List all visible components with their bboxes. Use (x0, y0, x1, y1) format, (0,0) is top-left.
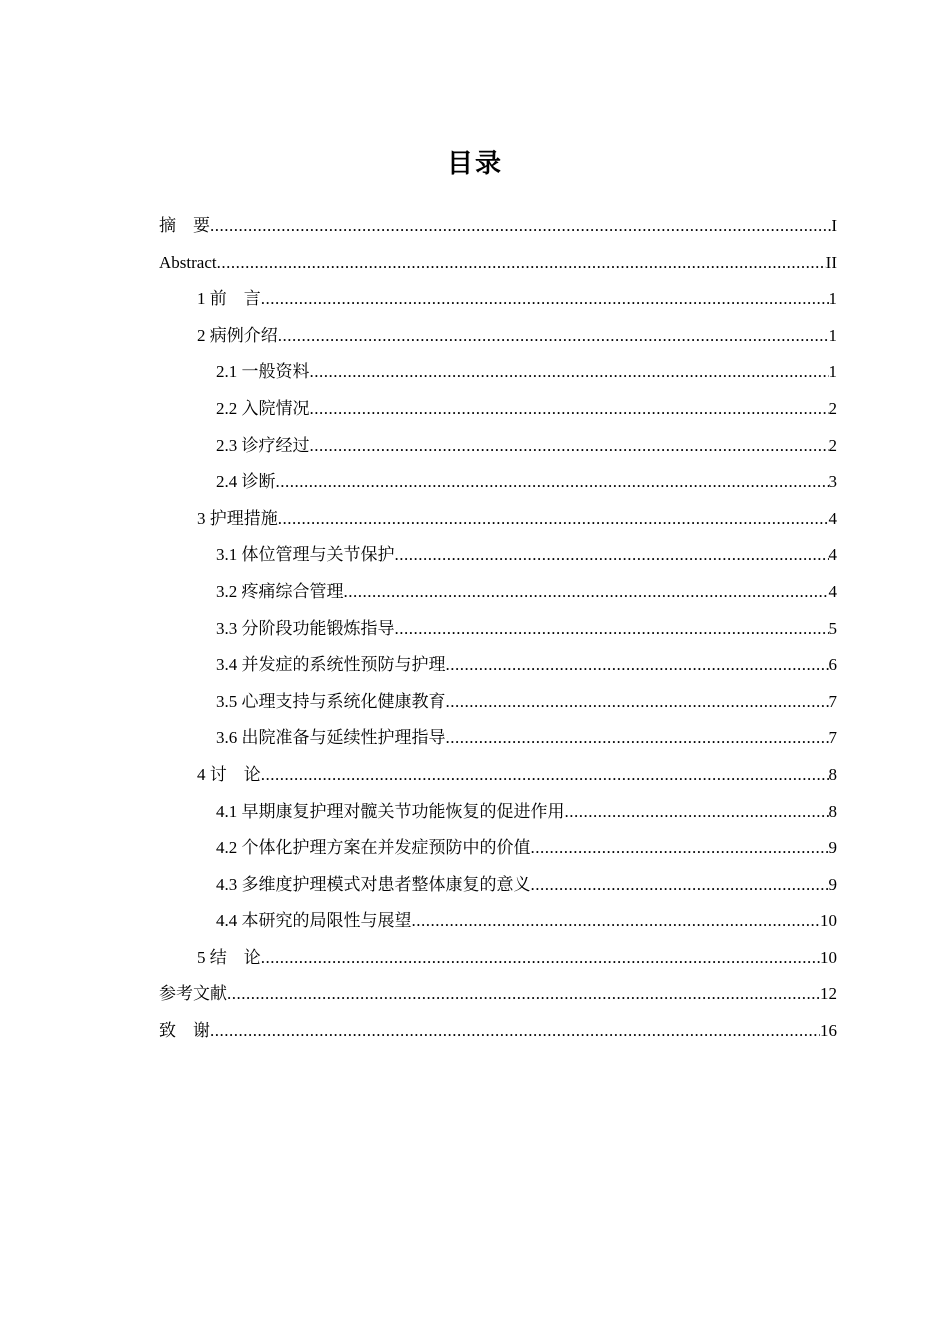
toc-entry-page: 10 (820, 911, 837, 931)
toc-entry-section-4-3[interactable] (159, 867, 837, 904)
toc-entry-section-4[interactable] (159, 757, 837, 794)
toc-entry-page: 1 (828, 362, 837, 382)
toc-entry-section-2-1[interactable] (159, 354, 837, 391)
dot-leader (412, 903, 821, 940)
toc-entry-label: 2.2 入院情况 (216, 398, 310, 418)
toc-entry-section-3-4[interactable] (159, 647, 837, 684)
dot-leader (210, 208, 831, 245)
toc-entry-label: 致 谢 (159, 1021, 210, 1041)
toc-entry-label: 摘 要 (159, 216, 210, 235)
toc-entry-label: 4.4 本研究的局限性与展望 (216, 911, 412, 931)
toc-entry-label: 3.5 心理支持与系统化健康教育 (216, 691, 446, 711)
dot-leader (531, 830, 829, 867)
toc-entry-label: 5 结 论 (197, 947, 261, 967)
toc-entry-page: 8 (828, 801, 837, 821)
toc-entry-section-2-4[interactable] (159, 464, 837, 501)
dot-leader (278, 501, 829, 538)
dot-leader (276, 464, 829, 501)
dot-leader (310, 428, 829, 465)
toc-entry-label: 1 前 言 (197, 289, 261, 309)
toc-entry-label: 3.1 体位管理与关节保护 (216, 545, 395, 565)
toc-entry-page: 7 (828, 728, 837, 748)
dot-leader (310, 391, 829, 428)
toc-entry-page: 5 (828, 618, 837, 638)
page-title: 目录 (446, 149, 503, 179)
dot-leader (217, 245, 826, 282)
toc-entry-page: 2 (828, 398, 837, 418)
toc-entry-label: 4.2 个体化护理方案在并发症预防中的价值 (216, 838, 531, 858)
toc-entry-label: 4 讨 论 (197, 764, 261, 784)
toc-entry-label: Abstract (159, 252, 217, 272)
table-of-contents (159, 208, 837, 1050)
dot-leader (395, 537, 829, 574)
dot-leader (395, 611, 829, 648)
dot-leader (227, 976, 820, 1013)
toc-entry-label: 3.3 分阶段功能锻炼指导 (216, 618, 395, 638)
toc-entry-page: 4 (828, 508, 837, 528)
toc-entry-acknowledgements[interactable] (159, 1013, 837, 1050)
toc-entry-page: 16 (820, 1021, 837, 1041)
dot-leader (565, 794, 829, 831)
toc-entry-section-3-2[interactable] (159, 574, 837, 611)
toc-entry-section-4-4[interactable] (159, 903, 837, 940)
toc-entry-page: 7 (828, 691, 837, 711)
toc-entry-section-3[interactable] (159, 501, 837, 538)
toc-entry-section-2-3[interactable] (159, 428, 837, 465)
toc-entry-section-5[interactable] (159, 940, 837, 977)
toc-entry-page: 6 (828, 655, 837, 675)
toc-entry-label: 3.2 疼痛综合管理 (216, 581, 344, 601)
toc-entry-page: 8 (828, 764, 837, 784)
toc-entry-page: 4 (828, 545, 837, 565)
toc-entry-abstract-en[interactable] (159, 245, 837, 282)
toc-entry-page: 4 (828, 581, 837, 601)
toc-entry-section-2-2[interactable] (159, 391, 837, 428)
toc-entry-page: 1 (828, 325, 837, 345)
dot-leader (310, 354, 829, 391)
toc-entry-page: 3 (828, 472, 837, 492)
dot-leader (344, 574, 829, 611)
toc-entry-label: 2.1 一般资料 (216, 362, 310, 382)
dot-leader (261, 940, 820, 977)
dot-leader (210, 1013, 820, 1050)
toc-entry-section-3-1[interactable] (159, 537, 837, 574)
toc-entry-section-4-1[interactable] (159, 794, 837, 831)
toc-entry-label: 2.4 诊断 (216, 472, 276, 492)
dot-leader (446, 684, 829, 721)
toc-entry-page: 9 (828, 874, 837, 894)
toc-entry-label: 4.1 早期康复护理对髋关节功能恢复的促进作用 (216, 801, 565, 821)
dot-leader (278, 318, 829, 355)
toc-entry-page: 9 (828, 838, 837, 858)
toc-entry-section-1[interactable] (159, 281, 837, 318)
dot-leader (446, 720, 829, 757)
toc-entry-page: 1 (828, 289, 837, 309)
toc-entry-section-4-2[interactable] (159, 830, 837, 867)
toc-entry-page: I (831, 216, 837, 235)
toc-entry-references[interactable] (159, 976, 837, 1013)
dot-leader (531, 867, 829, 904)
toc-entry-section-3-3[interactable] (159, 611, 837, 648)
dot-leader (261, 757, 829, 794)
toc-entry-page: II (825, 252, 837, 272)
toc-entry-abstract-cn[interactable] (159, 208, 837, 245)
toc-entry-label: 3 护理措施 (197, 508, 278, 528)
toc-entry-page: 10 (820, 947, 837, 967)
dot-leader (261, 281, 829, 318)
toc-entry-label: 3.6 出院准备与延续性护理指导 (216, 728, 446, 748)
toc-entry-label: 3.4 并发症的系统性预防与护理 (216, 655, 446, 675)
toc-entry-label: 4.3 多维度护理模式对患者整体康复的意义 (216, 874, 531, 894)
dot-leader (446, 647, 829, 684)
toc-entry-page: 2 (828, 435, 837, 455)
toc-entry-label: 参考文献 (159, 984, 227, 1004)
toc-entry-label: 2.3 诊疗经过 (216, 435, 310, 455)
toc-entry-label: 2 病例介绍 (197, 325, 278, 345)
toc-entry-page: 12 (820, 984, 837, 1004)
toc-entry-section-2[interactable] (159, 318, 837, 355)
toc-entry-section-3-5[interactable] (159, 684, 837, 721)
toc-entry-section-3-6[interactable] (159, 720, 837, 757)
